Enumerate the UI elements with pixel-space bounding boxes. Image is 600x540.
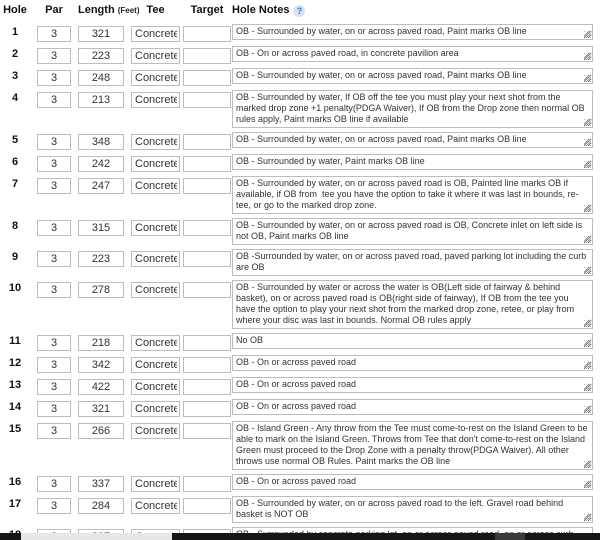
hole-notes-textarea[interactable] (232, 154, 593, 170)
table-row (0, 132, 600, 150)
target-input[interactable] (183, 379, 231, 395)
tee-input[interactable] (131, 282, 180, 298)
length-input[interactable] (78, 251, 124, 267)
tee-input[interactable] (131, 476, 180, 492)
hole-notes-textarea[interactable] (232, 421, 593, 470)
tee-input[interactable] (131, 401, 180, 417)
table-row (0, 333, 600, 351)
hole-notes-textarea[interactable] (232, 218, 593, 245)
table-row (0, 399, 600, 417)
length-input[interactable] (78, 156, 124, 172)
table-body (0, 24, 600, 540)
hole-number-label: 6 (11, 156, 19, 168)
length-input[interactable] (78, 423, 124, 439)
tee-input[interactable] (131, 357, 180, 373)
length-input[interactable] (78, 70, 124, 86)
par-input[interactable] (37, 379, 71, 395)
tee-input[interactable] (131, 70, 180, 86)
target-input[interactable] (183, 92, 231, 108)
table-row (0, 24, 600, 42)
hole-number-label: 11 (9, 335, 21, 347)
table-row (0, 68, 600, 86)
table-row (0, 90, 600, 128)
hole-number-label: 1 (11, 26, 19, 38)
table-row (0, 218, 600, 245)
length-input[interactable] (78, 92, 124, 108)
tee-input[interactable] (131, 335, 180, 351)
hole-number-label: 17 (8, 498, 22, 510)
par-input[interactable] (37, 178, 71, 194)
hole-notes-textarea[interactable] (232, 90, 593, 128)
table-row (0, 154, 600, 172)
par-input[interactable] (37, 423, 71, 439)
table-row (0, 377, 600, 395)
hole-notes-textarea[interactable] (232, 46, 593, 62)
table-row (0, 496, 600, 523)
par-input[interactable] (37, 401, 71, 417)
hole-notes-textarea[interactable] (232, 68, 593, 84)
par-input[interactable] (37, 156, 71, 172)
target-input[interactable] (183, 156, 231, 172)
tee-input[interactable] (131, 379, 180, 395)
column-header-tee: Tee (146, 4, 165, 16)
table-row (0, 421, 600, 470)
target-input[interactable] (183, 251, 231, 267)
target-input[interactable] (183, 282, 231, 298)
hole-number-label: 13 (8, 379, 22, 391)
tee-input[interactable] (131, 26, 180, 42)
target-input[interactable] (183, 335, 231, 351)
hole-number-label: 4 (11, 92, 19, 104)
par-input[interactable] (37, 335, 71, 351)
hole-notes-label: Hole Notes (232, 4, 290, 16)
hole-number-label: 5 (11, 134, 19, 146)
column-header-par: Par (45, 4, 63, 16)
table-header (0, 4, 600, 17)
hole-notes-textarea[interactable] (232, 377, 593, 393)
tee-input[interactable] (131, 220, 180, 236)
length-input[interactable] (78, 282, 124, 298)
table-row (0, 280, 600, 329)
table-row (0, 249, 600, 276)
target-input[interactable] (183, 498, 231, 514)
target-input[interactable] (183, 26, 231, 42)
table-row (0, 355, 600, 373)
tee-input[interactable] (131, 178, 180, 194)
par-input[interactable] (37, 498, 71, 514)
par-input[interactable] (37, 134, 71, 150)
hole-notes-textarea[interactable] (232, 176, 593, 214)
hole-notes-textarea[interactable] (232, 280, 593, 329)
length-input[interactable] (78, 498, 124, 514)
tee-input[interactable] (131, 134, 180, 150)
horizontal-scrollbar[interactable] (0, 533, 600, 540)
hole-number-label: 2 (11, 48, 19, 60)
hole-number-label: 3 (11, 70, 19, 82)
tee-input[interactable] (131, 423, 180, 439)
par-input[interactable] (37, 26, 71, 42)
hole-number-label: 10 (8, 282, 22, 294)
tee-input[interactable] (131, 48, 180, 64)
tee-input[interactable] (131, 251, 180, 267)
hole-number-label: 12 (8, 357, 22, 369)
hole-notes-textarea[interactable] (232, 333, 593, 349)
tee-input[interactable] (131, 92, 180, 108)
par-input[interactable] (37, 282, 71, 298)
par-input[interactable] (37, 251, 71, 267)
length-input[interactable] (78, 26, 124, 42)
length-input[interactable] (78, 220, 124, 236)
scrollbar-thumb[interactable] (21, 533, 172, 540)
column-header-target: Target (190, 4, 224, 16)
length-input[interactable] (78, 476, 124, 492)
length-input[interactable] (78, 379, 124, 395)
hole-notes-textarea[interactable] (232, 355, 593, 371)
hole-notes-textarea[interactable] (232, 132, 593, 148)
hole-notes-textarea[interactable] (232, 249, 593, 276)
hole-notes-textarea[interactable] (232, 474, 593, 490)
tee-input[interactable] (131, 156, 180, 172)
target-input[interactable] (183, 357, 231, 373)
target-input[interactable] (183, 48, 231, 64)
hole-number-label: 16 (8, 476, 22, 488)
hole-notes-textarea[interactable] (232, 24, 593, 40)
table-row (0, 474, 600, 492)
length-input[interactable] (78, 357, 124, 373)
tee-input[interactable] (131, 498, 180, 514)
length-input[interactable] (78, 134, 124, 150)
column-header-length (78, 4, 140, 16)
length-input[interactable] (78, 48, 124, 64)
par-input[interactable] (37, 92, 71, 108)
target-input[interactable] (183, 178, 231, 194)
length-label: Length (78, 4, 115, 16)
target-input[interactable] (183, 423, 231, 439)
hole-number-label: 15 (8, 423, 22, 435)
target-input[interactable] (183, 476, 231, 492)
target-input[interactable] (183, 401, 231, 417)
target-input[interactable] (183, 220, 231, 236)
hole-number-label: 9 (11, 251, 19, 263)
par-input[interactable] (37, 48, 71, 64)
hole-notes-textarea[interactable] (232, 496, 593, 523)
hole-number-label: 7 (11, 178, 19, 190)
hole-notes-textarea[interactable] (232, 399, 593, 415)
target-input[interactable] (183, 70, 231, 86)
help-icon[interactable]: ? (293, 5, 305, 17)
column-header-notes (232, 4, 593, 17)
column-header-hole: Hole (3, 4, 27, 16)
par-input[interactable] (37, 220, 71, 236)
target-input[interactable] (183, 134, 231, 150)
par-input[interactable] (37, 70, 71, 86)
hole-number-label: 14 (8, 401, 22, 413)
table-row (0, 46, 600, 64)
hole-number-label: 8 (11, 220, 19, 232)
length-unit-label: (Feet) (117, 6, 140, 15)
length-input[interactable] (78, 335, 124, 351)
scrollbar-segment (495, 533, 525, 540)
par-input[interactable] (37, 476, 71, 492)
par-input[interactable] (37, 357, 71, 373)
length-input[interactable] (78, 178, 124, 194)
table-row (0, 176, 600, 214)
length-input[interactable] (78, 401, 124, 417)
